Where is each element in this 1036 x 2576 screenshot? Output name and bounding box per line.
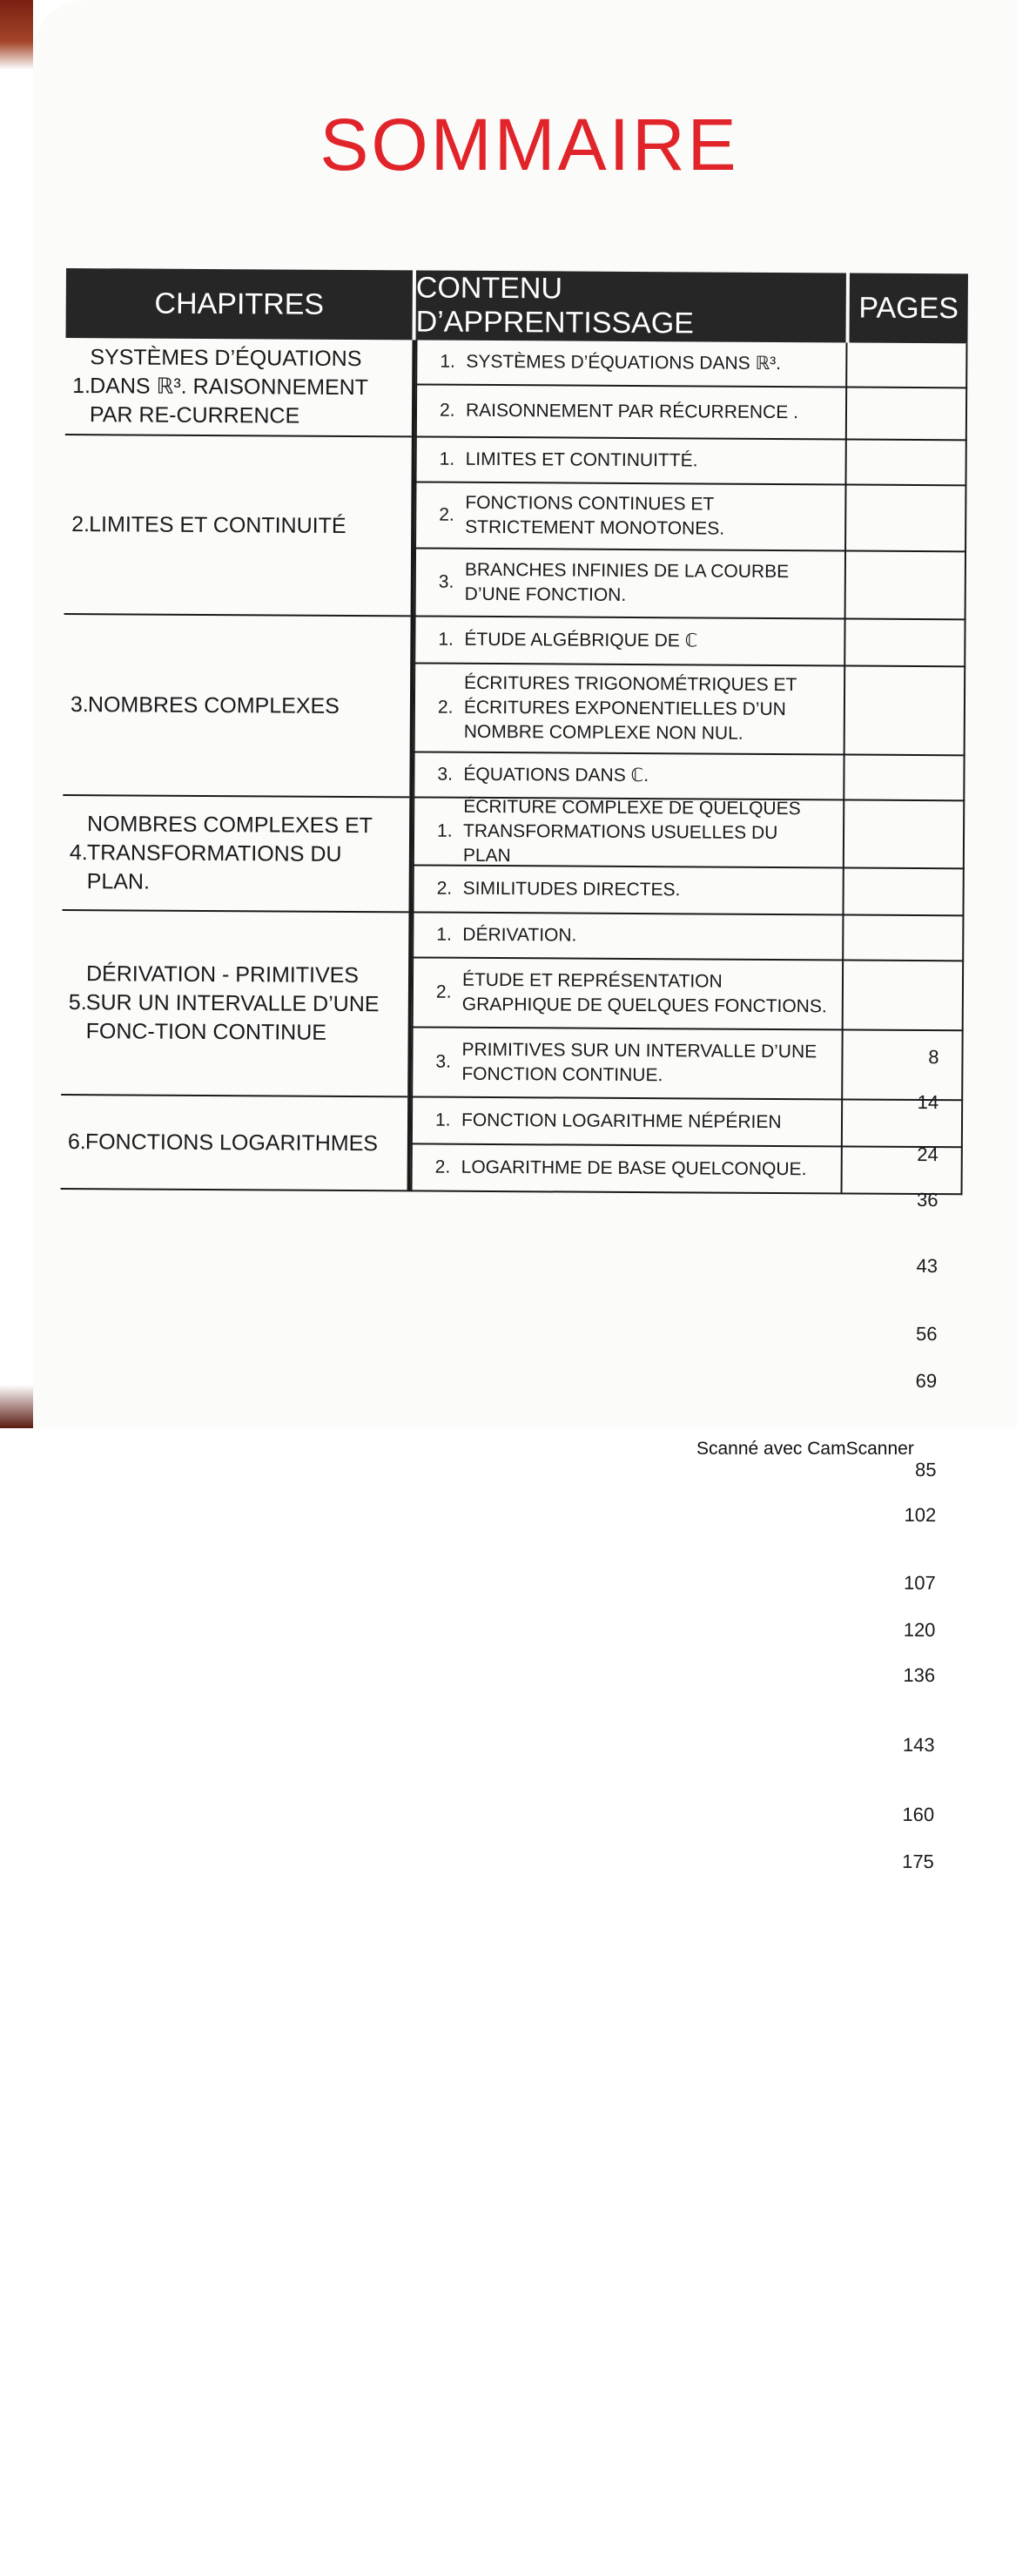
item-text: ÉTUDE ALGÉBRIQUE DE ℂ — [464, 629, 698, 651]
chapter-label: DÉRIVATION - PRIMITIVES SUR UN INTERVALLE D’UNE FONC-TION CONTINUE — [85, 961, 380, 1045]
chapter-number: 1. — [72, 373, 91, 398]
item-text: LOGARITHME DE BASE QUELCONQUE. — [461, 1157, 807, 1180]
item-text: SIMILITUDES DIRECTES. — [462, 878, 681, 900]
chapter-label: SYSTÈMES D’ÉQUATIONS DANS ℝ³. RAISONNEMENT PAR RE-CURRENCE — [89, 344, 368, 428]
chapter-6 — [61, 1096, 408, 1191]
item-number: 2. — [439, 400, 455, 421]
item-number: 3. — [438, 571, 454, 592]
page-number: 24 — [917, 1143, 938, 1166]
page-number: 160 — [902, 1803, 935, 1826]
item-text: ÉQUATIONS DANS ℂ. — [463, 764, 649, 786]
item-number: 1. — [436, 820, 453, 841]
item-number: 2. — [437, 697, 454, 718]
page-number: 120 — [903, 1618, 936, 1642]
page-number: 102 — [904, 1503, 937, 1527]
item-text: ÉCRITURE COMPLEXE DE QUELQUES TRANSFORMATIONS USUELLES DU PLAN — [462, 796, 801, 867]
item-number: 1. — [439, 448, 455, 469]
item-text: FONCTION LOGARITHME NÉPÉRIEN — [461, 1109, 782, 1133]
page-title: SOMMAIRE — [320, 104, 739, 185]
item-text: PRIMITIVES SUR UN INTERVALLE D’UNE FONCTION CONTINUE. — [461, 1039, 817, 1086]
header-chapitres: CHAPITRES — [66, 268, 413, 340]
page-number: 143 — [902, 1733, 935, 1757]
item-number: 2. — [435, 981, 452, 1002]
chapter-number: 2. — [71, 511, 91, 536]
book-edge — [0, 0, 33, 1428]
chapter-label: NOMBRES COMPLEXES ET TRANSFORMATIONS DU PLAN. — [86, 811, 373, 894]
book-cover-edge-bottom — [0, 1385, 33, 1428]
page-number: 43 — [916, 1254, 938, 1278]
item-text: RAISONNEMENT PAR RÉCURRENCE . — [465, 400, 799, 423]
book-cover-edge-top — [0, 0, 33, 70]
chapter-5 — [61, 911, 408, 1097]
chapter-4 — [62, 796, 409, 913]
page-number: 175 — [902, 1850, 934, 1873]
item-number: 3. — [435, 1051, 452, 1072]
item-text: SYSTÈMES D’ÉQUATIONS DANS ℝ³. — [466, 351, 782, 374]
item-number: 2. — [434, 1157, 451, 1177]
page-number: 14 — [917, 1090, 939, 1114]
item-number: 1. — [434, 1109, 451, 1130]
page-number: 107 — [904, 1571, 936, 1595]
page-number: 69 — [915, 1369, 938, 1393]
page-number: 56 — [915, 1322, 938, 1345]
page-number: 136 — [903, 1663, 936, 1687]
chapter-number: 5. — [68, 989, 87, 1015]
item-number: 1. — [440, 351, 455, 372]
chapter-label: NOMBRES COMPLEXES — [87, 691, 340, 718]
page-number: 36 — [916, 1188, 938, 1211]
chapter-2 — [64, 435, 412, 617]
chapter-1 — [65, 338, 413, 437]
item-text: ÉTUDE ET REPRÉSENTATION GRAPHIQUE DE QUELQUES FONCTIONS. — [461, 969, 827, 1017]
item-text: FONCTIONS CONTINUES ET STRICTEMENT MONOTONES. — [465, 492, 725, 539]
item-number: 3. — [437, 764, 454, 785]
item-number: 2. — [439, 504, 454, 525]
chapter-number: 4. — [69, 840, 88, 865]
page-number: 85 — [915, 1458, 937, 1481]
page-number: 8 — [928, 1046, 939, 1069]
item-text: DÉRIVATION. — [462, 924, 577, 946]
header-contenu: CONTENU D’APPRENTISSAGE — [416, 270, 846, 342]
chapter-3 — [63, 615, 410, 798]
chapter-number: 6. — [67, 1129, 86, 1154]
item-text: BRANCHES INFINIES DE LA COURBE D’UNE FONCTION. — [464, 559, 790, 605]
scanner-watermark: Scanné avec CamScanner — [696, 1439, 914, 1459]
header-pages: PAGES — [849, 273, 967, 343]
chapter-label: LIMITES ET CONTINUITÉ — [89, 511, 346, 538]
chapter-label: FONCTIONS LOGARITHMES — [84, 1129, 379, 1156]
item-number: 2. — [436, 878, 453, 899]
item-number: 1. — [438, 629, 454, 650]
item-text: LIMITES ET CONTINUITTÉ. — [465, 448, 698, 471]
item-number: 1. — [436, 924, 452, 945]
item-text: ÉCRITURES TRIGONOMÉTRIQUES ET ÉCRITURES EXPONENTIELLES D’UN NOMBRE COMPLEXE NON NUL. — [463, 672, 797, 744]
chapter-number: 3. — [70, 691, 89, 717]
